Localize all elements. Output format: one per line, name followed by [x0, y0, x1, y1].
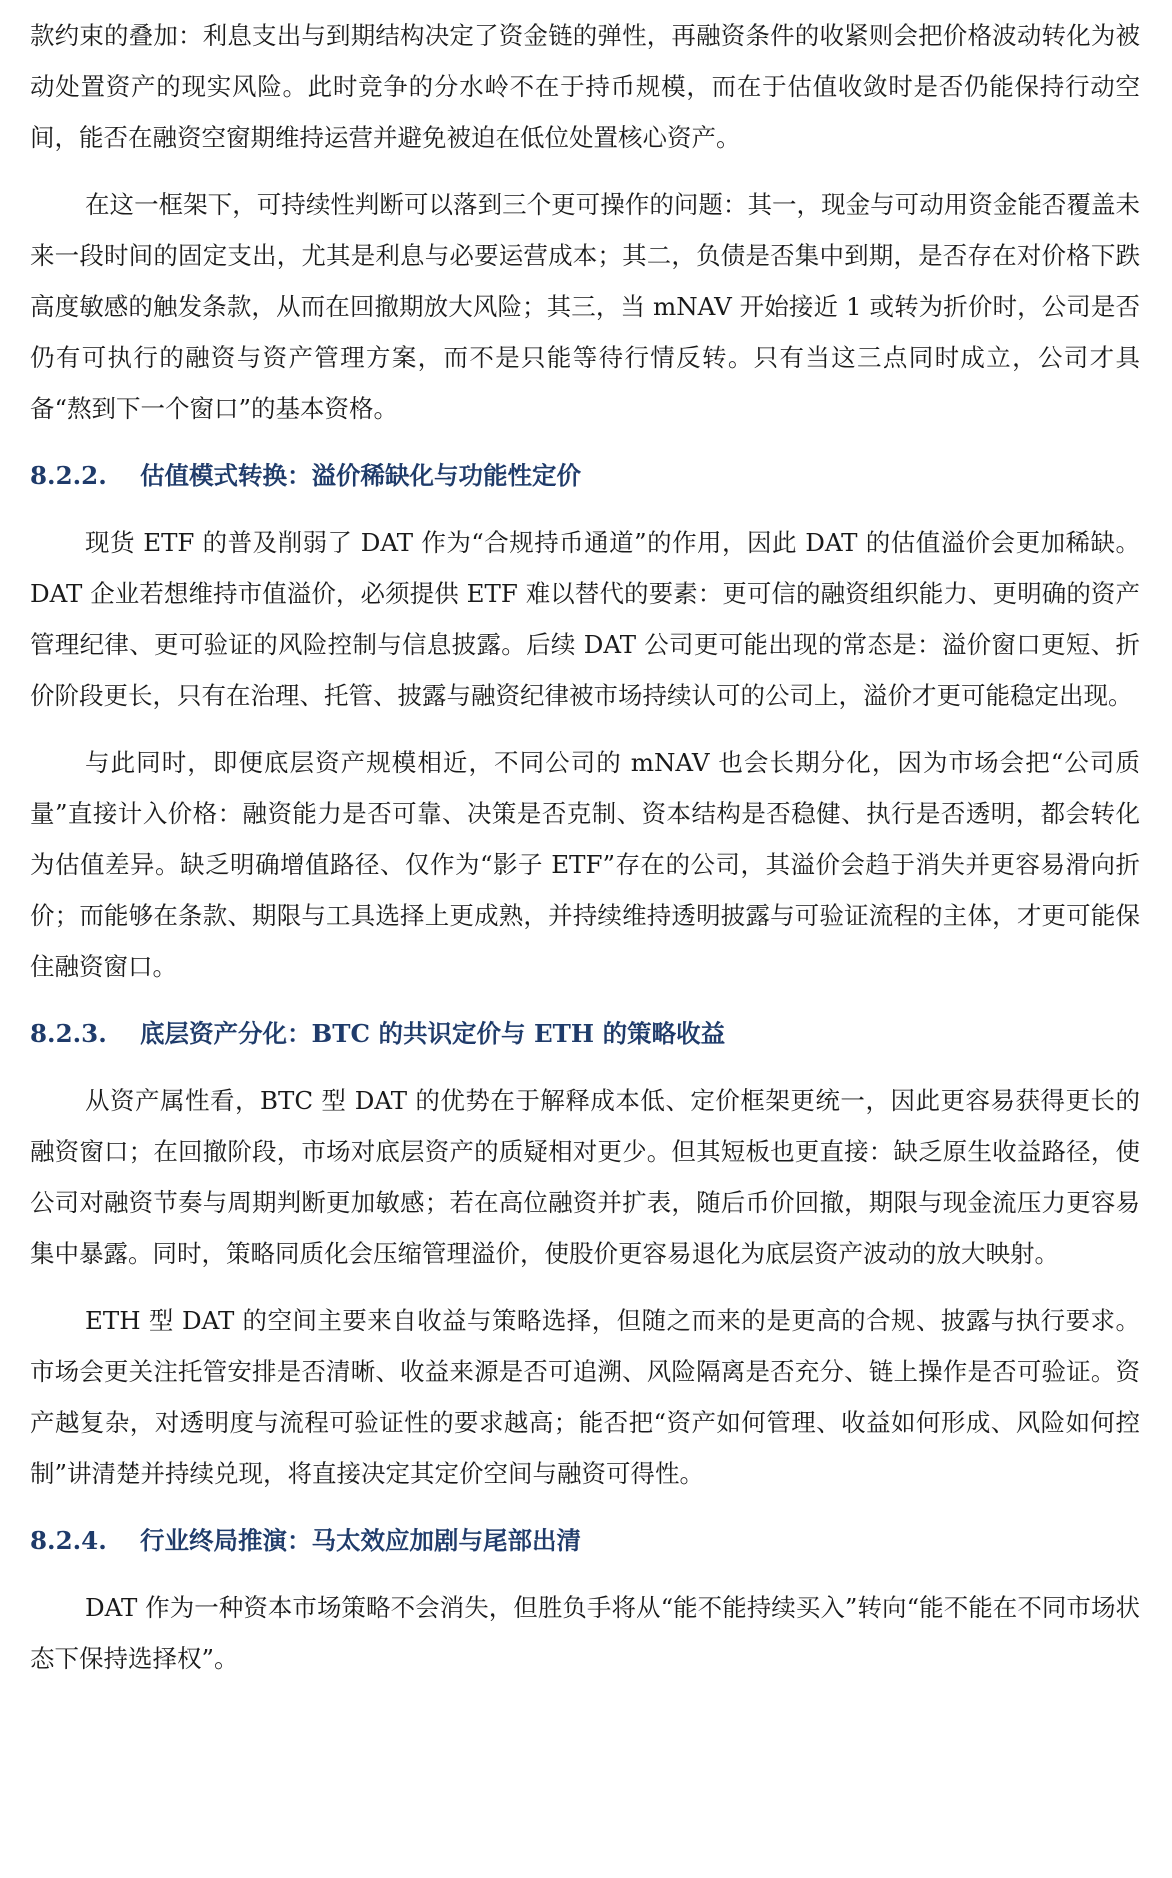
- section-heading-8-2-2: [30, 450, 1140, 501]
- paragraph-industry-endgame: DAT 作为一种资本市场策略不会消失，但胜负手将从“能不能持续买入”转向“能不能在不同市场状态下保持选择权”。: [30, 1593, 1140, 1673]
- section-title: 行业终局推演：马太效应加剧与尾部出清: [140, 1526, 581, 1555]
- paragraph-etf-premium: 现货 ETF 的普及削弱了 DAT 作为“合规持币通道”的作用，因此 DAT 的估值溢价会更加稀缺。DAT 企业若想维持市值溢价，必须提供 ETF 难以替代的要素：更可信的融资组织能力、更明确的资产管理纪律、更可验证的风险控制与信息披露。后续 DAT 公司更可能出现的常态是：溢价窗口更短、折价阶段更长，只有在治理、托管、披露与融资纪律被市场持续认可的公司上，溢价才更可能稳定出现。: [30, 528, 1140, 710]
- paragraph-btc-dat: 从资产属性看，BTC 型 DAT 的优势在于解释成本低、定价框架更统一，因此更容易获得更长的融资窗口；在回撤阶段，市场对底层资产的质疑相对更少。但其短板也更直接：缺乏原生收益路径，使公司对融资节奏与周期判断更加敏感；若在高位融资并扩表，随后币价回撤，期限与现金流压力更容易集中暴露。同时，策略同质化会压缩管理溢价，使股价更容易退化为底层资产波动的放大映射。: [30, 1086, 1140, 1268]
- paragraph-sustainability-framework: 在这一框架下，可持续性判断可以落到三个更可操作的问题：其一，现金与可动用资金能否覆盖未来一段时间的固定支出，尤其是利息与必要运营成本；其二，负债是否集中到期，是否存在对价格下跌高度敏感的触发条款，从而在回撤期放大风险；其三，当 mNAV 开始接近 1 或转为折价时，公司是否仍有可执行的融资与资产管理方案，而不是只能等待行情反转。只有当这三点同时成立，公司才具备“熬到下一个窗口”的基本资格。: [30, 190, 1140, 423]
- paragraph-mnav-divergence: 与此同时，即便底层资产规模相近，不同公司的 mNAV 也会长期分化，因为市场会把“公司质量”直接计入价格：融资能力是否可靠、决策是否克制、资本结构是否稳健、执行是否透明，都会转化为估值差异。缺乏明确增值路径、仅作为“影子 ETF”存在的公司，其溢价会趋于消失并更容易滑向折价；而能够在条款、期限与工具选择上更成熟，并持续维持透明披露与可验证流程的主体，才更可能保住融资窗口。: [30, 748, 1140, 981]
- paragraph-continuation: 款约束的叠加：利息支出与到期结构决定了资金链的弹性，再融资条件的收紧则会把价格波动转化为被动处置资产的现实风险。此时竞争的分水岭不在于持币规模，而在于估值收敛时是否仍能保持行动空间，能否在融资空窗期维持运营并避免被迫在低位处置核心资产。: [30, 21, 1140, 152]
- section-number: 8.2.3.: [30, 1019, 107, 1048]
- section-number: 8.2.2.: [30, 461, 107, 490]
- paragraph-eth-dat: ETH 型 DAT 的空间主要来自收益与策略选择，但随之而来的是更高的合规、披露与执行要求。市场会更关注托管安排是否清晰、收益来源是否可追溯、风险隔离是否充分、链上操作是否可验证。资产越复杂，对透明度与流程可验证性的要求越高；能否把“资产如何管理、收益如何形成、风险如何控制”讲清楚并持续兑现，将直接决定其定价空间与融资可得性。: [30, 1306, 1140, 1488]
- section-heading-8-2-4: [30, 1515, 1140, 1566]
- section-heading-8-2-3: [30, 1008, 1140, 1059]
- section-title: 底层资产分化：BTC 的共识定价与 ETH 的策略收益: [140, 1019, 726, 1048]
- section-number: 8.2.4.: [30, 1526, 107, 1555]
- document-page: [30, 10, 1140, 1700]
- section-title: 估值模式转换：溢价稀缺化与功能性定价: [140, 461, 581, 490]
